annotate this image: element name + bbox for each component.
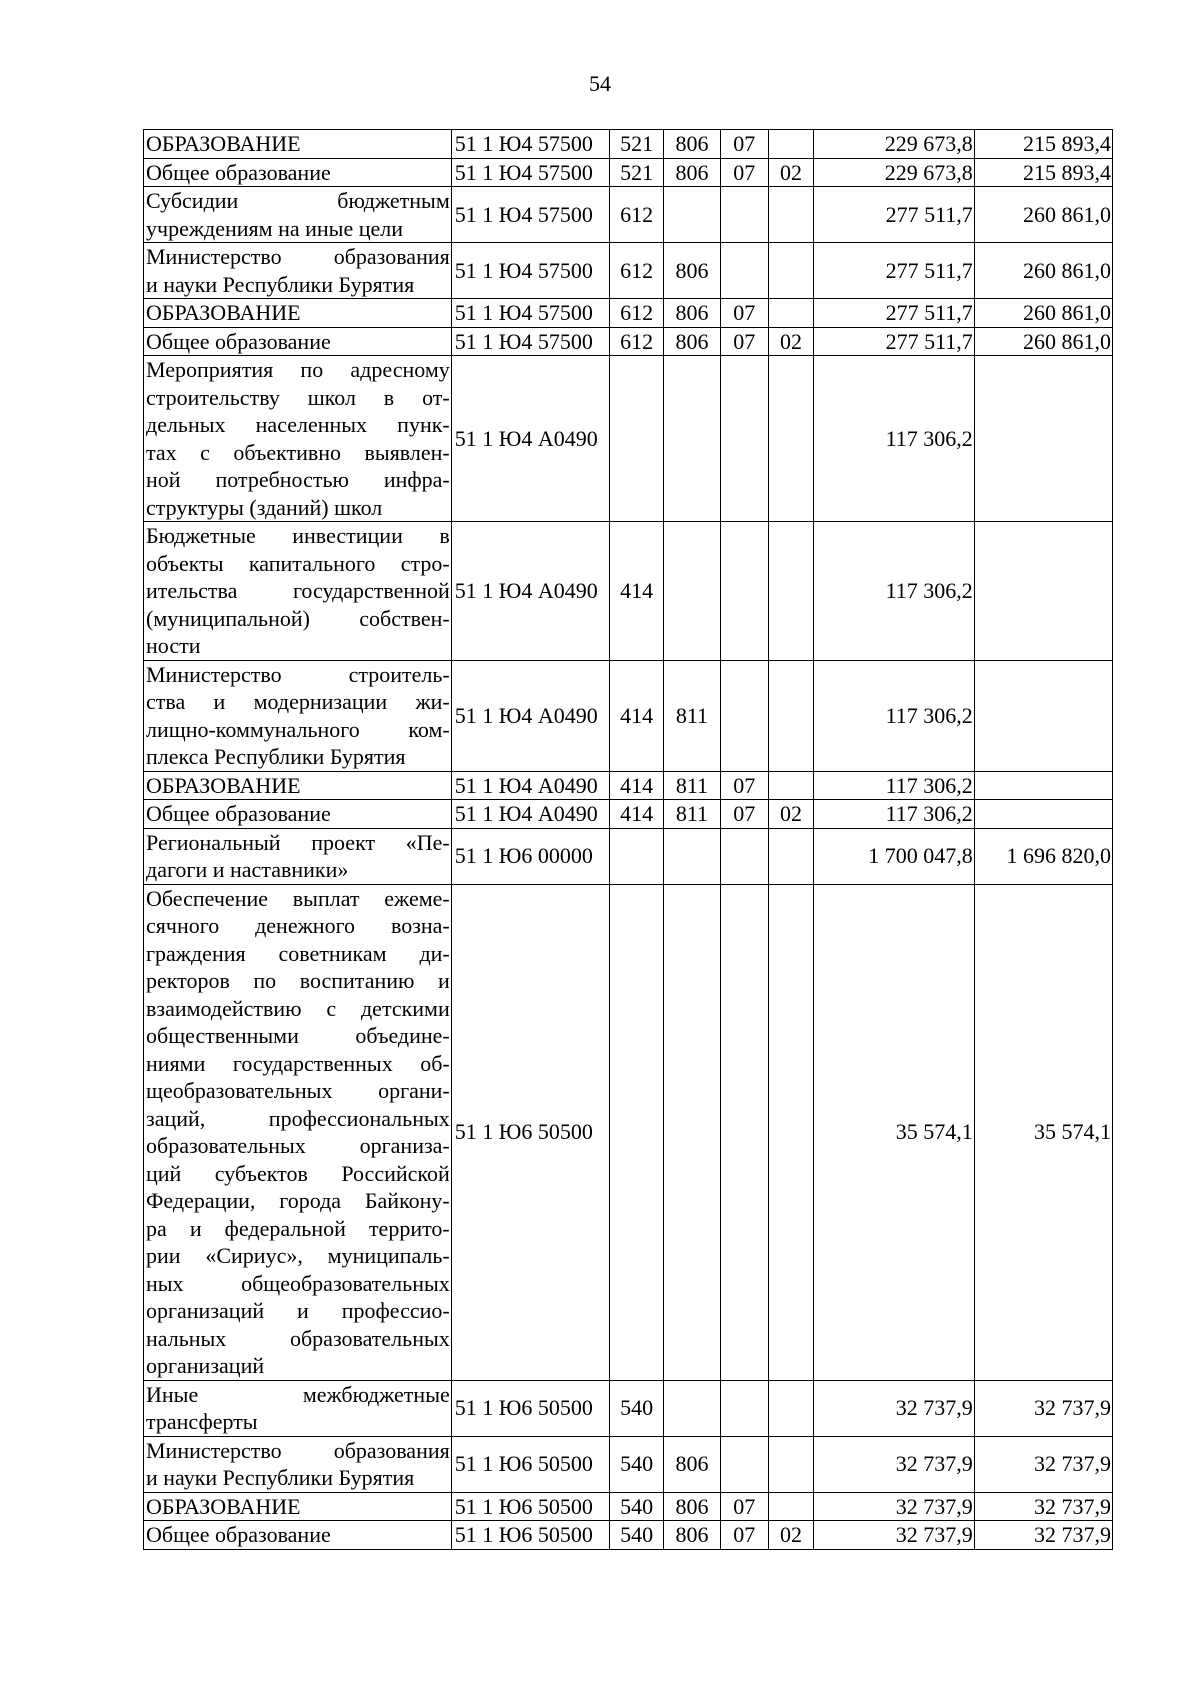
- cell-expense-type: 414: [610, 522, 664, 661]
- cell-name-line: общественными объедине-: [146, 1023, 450, 1048]
- cell-subsection: 02: [768, 327, 814, 356]
- cell-name-line: Общее образование: [146, 159, 331, 185]
- cell-amount-year-1: 229 673,8: [814, 158, 974, 187]
- cell-name-line: Бюджетные инвестиции в: [146, 523, 450, 548]
- cell-amount-year-1: 32 737,9: [814, 1380, 974, 1436]
- cell-amount-year-1: 32 737,9: [814, 1521, 974, 1550]
- cell-expense-type: 521: [610, 158, 664, 187]
- cell-name-line: Обеспечение выплат ежеме-: [146, 885, 450, 911]
- cell-amount-year-2: 1 696 820,0: [974, 828, 1112, 884]
- cell-main-administrator: 806: [664, 299, 721, 328]
- cell-subsection: [768, 130, 814, 159]
- cell-expense-type: 521: [610, 130, 664, 159]
- cell-amount-year-2: 35 574,1: [974, 884, 1112, 1380]
- cell-name: [144, 1521, 452, 1550]
- cell-target-article: 51 1 Ю4 А0490: [451, 356, 609, 522]
- cell-expense-type: 540: [610, 1521, 664, 1550]
- cell-name: [144, 130, 452, 159]
- cell-section: [720, 243, 768, 299]
- cell-name-line: граждения советникам ди-: [146, 940, 450, 966]
- cell-name-line: Министерство образования: [146, 244, 450, 269]
- cell-name: [144, 158, 452, 187]
- cell-name-line: ности: [146, 633, 201, 658]
- cell-target-article: 51 1 Ю4 А0490: [451, 800, 609, 829]
- cell-name-line: рии «Сириус», муниципаль-: [146, 1243, 450, 1268]
- cell-subsection: 02: [768, 800, 814, 829]
- table-row: [144, 158, 1113, 187]
- cell-name-line: дельных населенных пунк-: [146, 412, 450, 437]
- cell-name-line: лищно-коммунального ком-: [146, 716, 450, 742]
- cell-subsection: [768, 1492, 814, 1521]
- cell-amount-year-2: 260 861,0: [974, 299, 1112, 328]
- cell-main-administrator: 811: [664, 800, 721, 829]
- cell-main-administrator: 811: [664, 771, 721, 800]
- cell-name-line: Иные межбюджетные: [146, 1381, 450, 1407]
- cell-main-administrator: 806: [664, 158, 721, 187]
- cell-name: [144, 828, 452, 884]
- cell-target-article: 51 1 Ю4 57500: [451, 299, 609, 328]
- cell-amount-year-2: 215 893,4: [974, 130, 1112, 159]
- cell-amount-year-2: 260 861,0: [974, 327, 1112, 356]
- cell-amount-year-1: 32 737,9: [814, 1436, 974, 1492]
- cell-name-line: Субсидии бюджетным: [146, 188, 450, 213]
- cell-name-line: ОБРАЗОВАНИЕ: [146, 131, 301, 156]
- cell-expense-type: 414: [610, 771, 664, 800]
- table-row: [144, 1380, 1113, 1436]
- cell-section: [720, 660, 768, 771]
- cell-amount-year-1: 277 511,7: [814, 187, 974, 243]
- cell-subsection: [768, 1436, 814, 1492]
- cell-name: [144, 243, 452, 299]
- cell-name-line: нальных образовательных: [146, 1325, 450, 1351]
- cell-name-line: структуры (зданий) школ: [146, 494, 383, 520]
- cell-section: [720, 1380, 768, 1436]
- cell-name-line: (муниципальной) собствен-: [146, 605, 450, 631]
- cell-name-line: ректоров по воспитанию и: [146, 968, 450, 993]
- cell-section: [720, 1436, 768, 1492]
- cell-amount-year-1: 32 737,9: [814, 1492, 974, 1521]
- cell-target-article: 51 1 Ю6 50500: [451, 884, 609, 1380]
- cell-name: [144, 299, 452, 328]
- cell-target-article: 51 1 Ю6 50500: [451, 1492, 609, 1521]
- cell-main-administrator: 811: [664, 660, 721, 771]
- cell-name-line: тах с объективно выявлен-: [146, 439, 450, 465]
- cell-subsection: [768, 660, 814, 771]
- cell-target-article: 51 1 Ю4 А0490: [451, 522, 609, 661]
- cell-name-line: Министерство строитель-: [146, 661, 450, 687]
- table-row: [144, 1521, 1113, 1550]
- cell-name-line: и науки Республики Бурятия: [146, 271, 415, 297]
- cell-name-line: ства и модернизации жи-: [146, 689, 450, 714]
- cell-section: 07: [720, 130, 768, 159]
- cell-amount-year-1: 117 306,2: [814, 800, 974, 829]
- budget-table: [143, 129, 1113, 1550]
- cell-name: [144, 356, 452, 522]
- table-row: [144, 299, 1113, 328]
- table-row: [144, 522, 1113, 661]
- cell-subsection: [768, 522, 814, 661]
- cell-name: [144, 800, 452, 829]
- cell-subsection: [768, 771, 814, 800]
- cell-subsection: [768, 828, 814, 884]
- cell-amount-year-1: 117 306,2: [814, 771, 974, 800]
- cell-name-line: Региональный проект «Пе-: [146, 829, 450, 855]
- cell-expense-type: 612: [610, 187, 664, 243]
- table-row: [144, 771, 1113, 800]
- cell-section: 07: [720, 771, 768, 800]
- cell-name-line: учреждениям на иные цели: [146, 215, 403, 241]
- cell-subsection: 02: [768, 1521, 814, 1550]
- cell-target-article: 51 1 Ю4 57500: [451, 327, 609, 356]
- cell-target-article: 51 1 Ю4 А0490: [451, 771, 609, 800]
- cell-subsection: 02: [768, 158, 814, 187]
- cell-amount-year-1: 277 511,7: [814, 327, 974, 356]
- cell-amount-year-2: [974, 800, 1112, 829]
- cell-section: 07: [720, 800, 768, 829]
- cell-name: [144, 1436, 452, 1492]
- cell-main-administrator: 806: [664, 130, 721, 159]
- cell-name-line: и науки Республики Бурятия: [146, 1465, 415, 1490]
- cell-name-line: образовательных организа-: [146, 1133, 450, 1158]
- cell-amount-year-2: 32 737,9: [974, 1521, 1112, 1550]
- cell-amount-year-1: 277 511,7: [814, 243, 974, 299]
- cell-section: 07: [720, 1521, 768, 1550]
- cell-section: 07: [720, 1492, 768, 1521]
- cell-target-article: 51 1 Ю4 57500: [451, 158, 609, 187]
- cell-main-administrator: 806: [664, 1521, 721, 1550]
- cell-name-line: ОБРАЗОВАНИЕ: [146, 772, 301, 798]
- cell-expense-type: 414: [610, 800, 664, 829]
- cell-section: 07: [720, 158, 768, 187]
- cell-expense-type: 414: [610, 660, 664, 771]
- table-row: [144, 800, 1113, 829]
- cell-name-line: ций субъектов Российской: [146, 1160, 450, 1186]
- cell-target-article: 51 1 Ю4 57500: [451, 130, 609, 159]
- cell-name-line: взаимодействию с детскими: [146, 995, 450, 1021]
- cell-name-line: Министерство образования: [146, 1437, 450, 1463]
- cell-subsection: [768, 1380, 814, 1436]
- cell-target-article: 51 1 Ю6 50500: [451, 1380, 609, 1436]
- cell-main-administrator: 806: [664, 327, 721, 356]
- cell-name: [144, 187, 452, 243]
- cell-main-administrator: [664, 1380, 721, 1436]
- cell-name-line: ра и федеральной террито-: [146, 1215, 450, 1241]
- cell-main-administrator: 806: [664, 1436, 721, 1492]
- cell-name: [144, 1492, 452, 1521]
- cell-subsection: [768, 187, 814, 243]
- cell-amount-year-1: 117 306,2: [814, 356, 974, 522]
- cell-subsection: [768, 243, 814, 299]
- cell-amount-year-2: 215 893,4: [974, 158, 1112, 187]
- cell-target-article: 51 1 Ю4 57500: [451, 243, 609, 299]
- cell-expense-type: 612: [610, 299, 664, 328]
- table-row: [144, 187, 1113, 243]
- cell-name-line: ОБРАЗОВАНИЕ: [146, 300, 301, 325]
- cell-name-line: заций, профессиональных: [146, 1105, 450, 1131]
- cell-section: [720, 828, 768, 884]
- table-row: [144, 243, 1113, 299]
- cell-amount-year-2: 32 737,9: [974, 1436, 1112, 1492]
- cell-name-line: ительства государственной: [146, 578, 450, 603]
- table-body: [144, 130, 1113, 1550]
- page-number: 54: [589, 71, 611, 96]
- table-row: [144, 660, 1113, 771]
- cell-name-line: Общее образование: [146, 801, 331, 826]
- cell-name-line: ной потребностью инфра-: [146, 467, 450, 492]
- cell-name: [144, 522, 452, 661]
- cell-amount-year-2: 260 861,0: [974, 243, 1112, 299]
- cell-amount-year-2: [974, 356, 1112, 522]
- cell-name-line: щеобразовательных органи-: [146, 1078, 450, 1103]
- cell-amount-year-2: 260 861,0: [974, 187, 1112, 243]
- cell-target-article: 51 1 Ю6 50500: [451, 1436, 609, 1492]
- cell-name-line: сячного денежного возна-: [146, 913, 450, 938]
- cell-main-administrator: 806: [664, 243, 721, 299]
- table-row: [144, 1492, 1113, 1521]
- cell-name-line: ОБРАЗОВАНИЕ: [146, 1493, 301, 1519]
- cell-section: [720, 187, 768, 243]
- cell-main-administrator: [664, 884, 721, 1380]
- cell-subsection: [768, 884, 814, 1380]
- table-row: [144, 884, 1113, 1380]
- cell-name-line: ниями государственных об-: [146, 1050, 450, 1076]
- cell-name-line: организаций и профессио-: [146, 1298, 450, 1323]
- cell-main-administrator: 806: [664, 1492, 721, 1521]
- table-row: [144, 327, 1113, 356]
- cell-section: 07: [720, 299, 768, 328]
- cell-name: [144, 660, 452, 771]
- cell-target-article: 51 1 Ю4 А0490: [451, 660, 609, 771]
- cell-name-line: ных общеобразовательных: [146, 1270, 450, 1296]
- cell-section: [720, 356, 768, 522]
- cell-amount-year-1: 277 511,7: [814, 299, 974, 328]
- cell-expense-type: [610, 828, 664, 884]
- cell-amount-year-1: 1 700 047,8: [814, 828, 974, 884]
- cell-amount-year-1: 117 306,2: [814, 522, 974, 661]
- cell-amount-year-1: 229 673,8: [814, 130, 974, 159]
- cell-name-line: плекса Республики Бурятия: [146, 744, 406, 769]
- cell-name-line: организаций: [146, 1353, 265, 1378]
- cell-expense-type: 540: [610, 1436, 664, 1492]
- cell-name-line: Федерации, города Байкону-: [146, 1188, 450, 1213]
- table-row: [144, 828, 1113, 884]
- cell-subsection: [768, 299, 814, 328]
- cell-name-line: дагоги и наставники»: [146, 857, 349, 882]
- cell-name-line: трансферты: [146, 1409, 258, 1434]
- cell-target-article: 51 1 Ю4 57500: [451, 187, 609, 243]
- cell-name: [144, 1380, 452, 1436]
- cell-target-article: 51 1 Ю6 50500: [451, 1521, 609, 1550]
- cell-name-line: строительству школ в от-: [146, 384, 450, 410]
- cell-amount-year-2: [974, 522, 1112, 661]
- cell-expense-type: [610, 884, 664, 1380]
- cell-expense-type: 612: [610, 243, 664, 299]
- cell-amount-year-2: 32 737,9: [974, 1492, 1112, 1521]
- cell-amount-year-1: 117 306,2: [814, 660, 974, 771]
- cell-target-article: 51 1 Ю6 00000: [451, 828, 609, 884]
- cell-section: [720, 884, 768, 1380]
- cell-section: 07: [720, 327, 768, 356]
- cell-section: [720, 522, 768, 661]
- cell-name-line: объекты капитального стро-: [146, 550, 450, 576]
- cell-name: [144, 327, 452, 356]
- table-row: [144, 130, 1113, 159]
- cell-name-line: Общее образование: [146, 1522, 331, 1547]
- cell-expense-type: 540: [610, 1492, 664, 1521]
- cell-main-administrator: [664, 522, 721, 661]
- table-row: [144, 356, 1113, 522]
- cell-main-administrator: [664, 187, 721, 243]
- cell-amount-year-2: 32 737,9: [974, 1380, 1112, 1436]
- cell-subsection: [768, 356, 814, 522]
- cell-name-line: Общее образование: [146, 328, 331, 354]
- cell-expense-type: 540: [610, 1380, 664, 1436]
- table-row: [144, 1436, 1113, 1492]
- cell-name-line: Мероприятия по адресному: [146, 357, 450, 382]
- cell-amount-year-2: [974, 660, 1112, 771]
- cell-amount-year-2: [974, 771, 1112, 800]
- cell-main-administrator: [664, 828, 721, 884]
- cell-name: [144, 771, 452, 800]
- cell-name: [144, 884, 452, 1380]
- cell-expense-type: 612: [610, 327, 664, 356]
- cell-expense-type: [610, 356, 664, 522]
- cell-amount-year-1: 35 574,1: [814, 884, 974, 1380]
- cell-main-administrator: [664, 356, 721, 522]
